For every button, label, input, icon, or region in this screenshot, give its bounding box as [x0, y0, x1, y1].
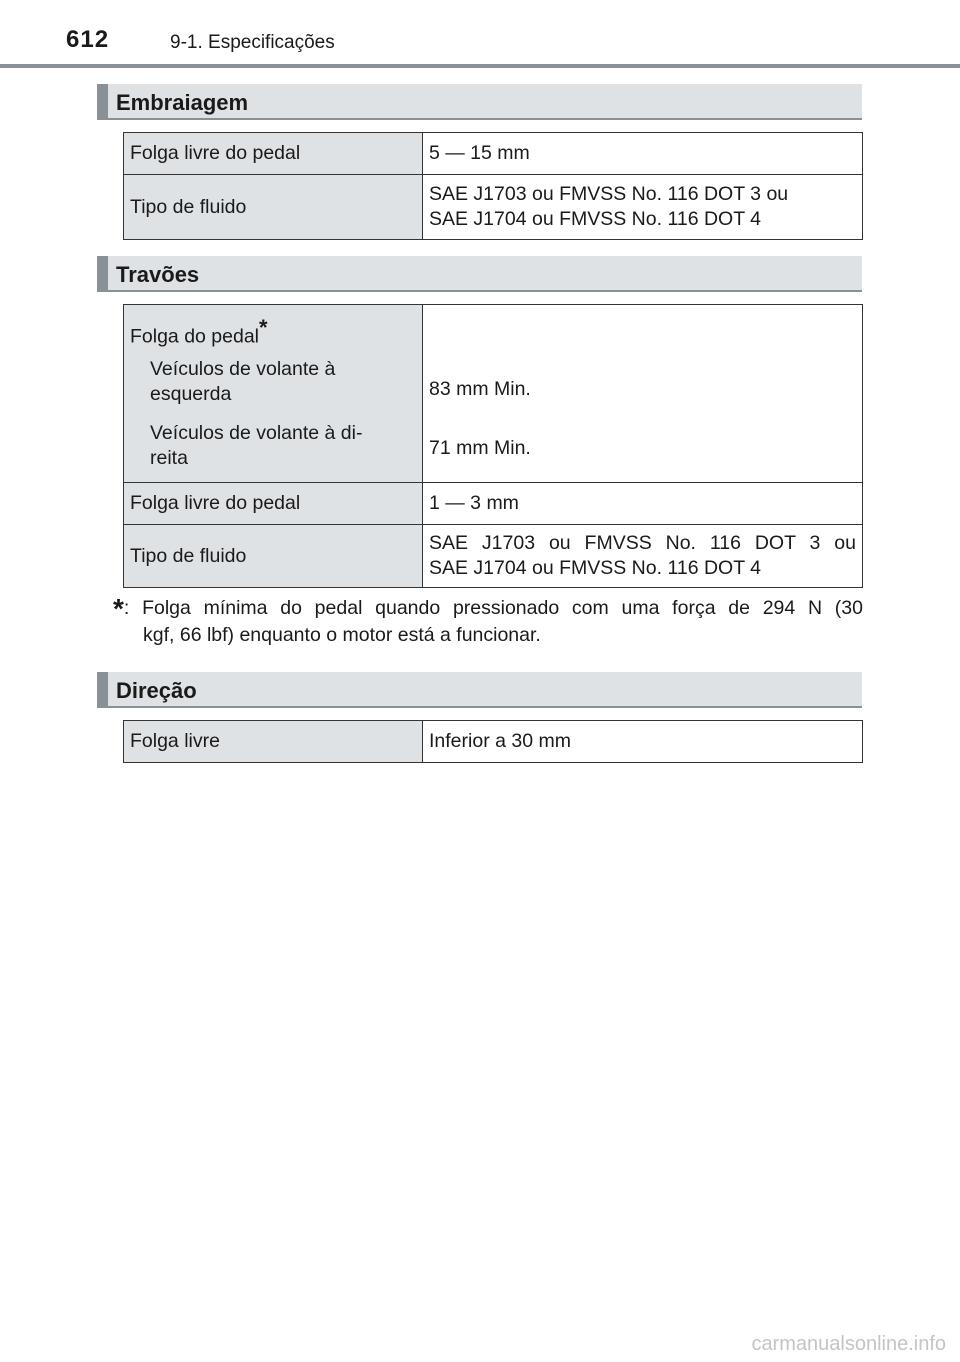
page-header	[0, 0, 960, 64]
footnote-line	[113, 595, 863, 622]
section-title: Travões	[116, 262, 200, 287]
spec-label: Tipo de fluido	[124, 175, 423, 240]
spec-label: Folga livre do pedal	[124, 483, 423, 525]
left-hand-drive-value: 83 mm Min.	[429, 378, 531, 400]
section-label: 9-1. Especificações	[170, 32, 335, 53]
spec-label: Tipo de fluido	[124, 525, 423, 588]
table-row	[124, 305, 863, 483]
spec-label: Folga livre	[124, 721, 423, 763]
spec-value-line: SAE J1704 ou FMVSS No. 116 DOT 4	[429, 208, 762, 230]
right-hand-drive-value: 71 mm Min.	[429, 437, 531, 459]
label-line: reita	[150, 447, 188, 469]
spec-value: 1 — 3 mm	[423, 483, 863, 525]
pedal-group-label	[130, 315, 416, 357]
spec-value	[423, 175, 863, 240]
section-title: Direção	[116, 678, 197, 703]
footnote	[113, 595, 863, 649]
label-line: esquerda	[150, 383, 232, 405]
steering-spec-table	[123, 720, 863, 763]
spec-value-line: SAE J1704 ou FMVSS No. 116 DOT 4	[429, 557, 762, 579]
page-number: 612	[66, 26, 110, 53]
section-heading-clutch	[97, 84, 862, 120]
pedal-group-text: Folga do pedal	[130, 325, 260, 348]
spec-value-line: SAE J1703 ou FMVSS No. 116 DOT 3 ou	[429, 532, 856, 554]
table-row	[124, 483, 863, 525]
spec-value-line: SAE J1703 ou FMVSS No. 116 DOT 3 ou	[429, 183, 789, 205]
spec-label-group	[124, 305, 423, 483]
clutch-spec-table	[123, 132, 863, 240]
spec-value-group	[423, 305, 863, 483]
label-line: Veículos de volante à di-	[150, 422, 363, 444]
spec-value: 5 — 15 mm	[423, 133, 863, 175]
label-line: Veículos de volante à	[150, 358, 336, 380]
spec-value	[423, 525, 863, 588]
spec-value: Inferior a 30 mm	[423, 721, 863, 763]
brakes-spec-table	[123, 304, 863, 588]
footnote-marker: *	[259, 315, 268, 340]
table-row	[124, 175, 863, 240]
spec-label: Folga livre do pedal	[124, 133, 423, 175]
table-row	[124, 721, 863, 763]
watermark: carmanualsonline.info	[751, 1333, 946, 1355]
left-hand-drive-label	[130, 357, 416, 421]
section-title: Embraiagem	[116, 90, 249, 115]
table-row	[124, 133, 863, 175]
footnote-text: : Folga mínima do pedal quando pressionado com uma força de 294 N (30	[123, 597, 863, 619]
section-heading-brakes	[97, 256, 862, 292]
section-heading-steering	[97, 672, 862, 708]
table-row	[124, 525, 863, 588]
footnote-marker: *	[113, 593, 124, 624]
header-rule	[0, 64, 960, 68]
footnote-line: kgf, 66 lbf) enquanto o motor está a funcionar.	[143, 624, 541, 646]
right-hand-drive-label	[130, 421, 416, 471]
